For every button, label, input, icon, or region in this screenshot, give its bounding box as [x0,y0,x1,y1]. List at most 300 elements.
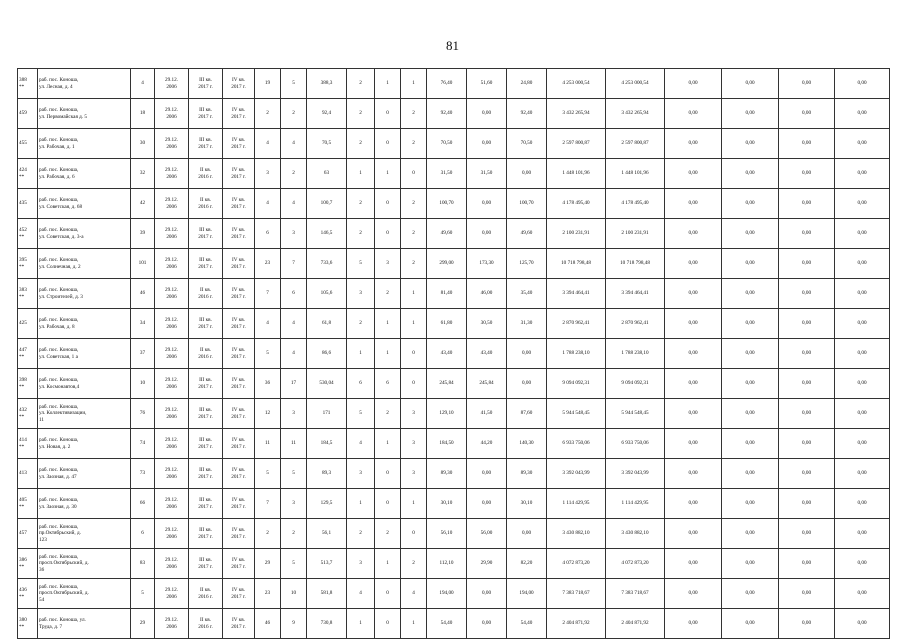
cell-cost-local: 0,00 [779,549,835,579]
cell-area-relocated: 194,00 [427,579,467,609]
cell-flats-municipal: 2 [401,219,427,249]
cell-residents-count: 3 [255,159,281,189]
cell-address: раб. пос. Коноша, ул. Труда, д. 7 [38,609,131,639]
cell-flats-total: 2 [347,69,375,99]
cell-date-recognized: 29.12. 2006 [155,129,189,159]
cell-owners-count: 10 [281,579,307,609]
cell-cost-local: 0,00 [779,609,835,639]
cell-cost-fund: 9 094 092,31 [606,369,665,399]
cell-cost-other: 0,00 [835,219,890,249]
cell-address: раб. пос. Коноша, ул. Новая, д. 2 [38,429,131,459]
cell-owners-count: 7 [281,249,307,279]
cell-house-number: 46 [131,279,155,309]
cell-cost-other: 0,00 [835,339,890,369]
cell-cost-fund-extra: 0,00 [665,189,722,219]
cell-flats-total: 2 [347,99,375,129]
cell-owners-count: 5 [281,69,307,99]
cell-owners-count: 3 [281,219,307,249]
cell-area-total: 146,5 [307,219,347,249]
cell-owners-count: 11 [281,429,307,459]
table-row [18,399,890,429]
cell-area-private: 173,30 [467,249,507,279]
cell-cost-other: 0,00 [835,549,890,579]
cell-residents-count: 4 [255,309,281,339]
cell-residents-count: 2 [255,519,281,549]
cell-planned-start: III кв. 2017 г. [189,369,223,399]
cell-object-id: 459 [18,99,38,129]
cell-cost-total: 2 404 871,92 [547,609,606,639]
cell-area-total: 730,8 [307,609,347,639]
cell-area-municipal: 0,00 [507,369,547,399]
cell-planned-start: III кв. 2017 г. [189,549,223,579]
cell-flats-total: 3 [347,549,375,579]
cell-owners-count: 2 [281,99,307,129]
cell-date-recognized: 29.12. 2006 [155,579,189,609]
cell-cost-other: 0,00 [835,309,890,339]
cell-area-total: 184,5 [307,429,347,459]
cell-cost-local: 0,00 [779,219,835,249]
cell-area-relocated: 129,10 [427,399,467,429]
cell-cost-region: 0,00 [722,399,779,429]
cell-date-recognized: 29.12. 2006 [155,459,189,489]
cell-house-number: 66 [131,489,155,519]
cell-flats-private: 0 [375,189,401,219]
cell-area-private: 0,00 [467,579,507,609]
cell-address: раб. пос. Коноша, ул. Советская, д. 3-а [38,219,131,249]
cell-cost-other: 0,00 [835,459,890,489]
cell-flats-total: 3 [347,459,375,489]
cell-owners-count: 9 [281,609,307,639]
cell-area-total: 388,3 [307,69,347,99]
cell-area-municipal: 0,00 [507,159,547,189]
cell-cost-total: 5 944 548,45 [547,399,606,429]
cell-area-municipal: 0,00 [507,519,547,549]
cell-cost-local: 0,00 [779,579,835,609]
cell-cost-total: 2 597 800,87 [547,129,606,159]
cell-area-relocated: 76,40 [427,69,467,99]
cell-planned-end: IV кв. 2017 г. [223,219,255,249]
cell-planned-end: IV кв. 2017 г. [223,279,255,309]
cell-cost-region: 0,00 [722,609,779,639]
cell-house-number: 39 [131,219,155,249]
cell-object-id: 383 ** [18,279,38,309]
cell-house-number: 73 [131,459,155,489]
cell-planned-end: IV кв. 2017 г. [223,519,255,549]
cell-date-recognized: 29.12. 2006 [155,609,189,639]
cell-area-private: 0,00 [467,99,507,129]
cell-area-municipal: 49,60 [507,219,547,249]
cell-cost-region: 0,00 [722,519,779,549]
cell-flats-private: 2 [375,519,401,549]
cell-flats-municipal: 1 [401,279,427,309]
cell-flats-private: 0 [375,609,401,639]
cell-cost-fund: 10 718 798,48 [606,249,665,279]
table-row [18,129,890,159]
cell-object-id: 447 ** [18,339,38,369]
cell-planned-start: III кв. 2017 г. [189,249,223,279]
cell-flats-total: 1 [347,159,375,189]
cell-cost-other: 0,00 [835,129,890,159]
cell-date-recognized: 29.12. 2006 [155,549,189,579]
cell-area-municipal: 100,70 [507,189,547,219]
cell-area-total: 129,5 [307,489,347,519]
cell-date-recognized: 29.12. 2006 [155,309,189,339]
cell-area-total: 92,4 [307,99,347,129]
cell-address: раб. пос. Коноша, ул. Рабочая, д. 6 [38,159,131,189]
cell-cost-fund: 7 383 718,67 [606,579,665,609]
cell-cost-fund-extra: 0,00 [665,459,722,489]
cell-flats-private: 1 [375,549,401,579]
cell-cost-total: 4 178 495,40 [547,189,606,219]
table-row [18,189,890,219]
cell-owners-count: 6 [281,279,307,309]
cell-address: раб. пос. Коноша, ул. Солнечная, д. 2 [38,249,131,279]
cell-flats-municipal: 1 [401,489,427,519]
cell-cost-other: 0,00 [835,279,890,309]
cell-planned-start: III кв. 2017 г. [189,69,223,99]
cell-cost-local: 0,00 [779,129,835,159]
cell-flats-municipal: 3 [401,429,427,459]
cell-object-id: 395 ** [18,249,38,279]
table-row [18,279,890,309]
cell-object-id: 386 ** [18,549,38,579]
table-row [18,309,890,339]
cell-flats-municipal: 2 [401,129,427,159]
cell-flats-municipal: 0 [401,369,427,399]
cell-cost-other: 0,00 [835,489,890,519]
cell-cost-local: 0,00 [779,369,835,399]
cell-cost-region: 0,00 [722,489,779,519]
cell-cost-fund-extra: 0,00 [665,159,722,189]
cell-area-relocated: 112,10 [427,549,467,579]
cell-cost-total: 9 094 092,31 [547,369,606,399]
cell-address: раб. пос. Коноша, ул. Советская, д. 68 [38,189,131,219]
cell-area-total: 530,04 [307,369,347,399]
cell-area-total: 63 [307,159,347,189]
page-number: 81 [446,38,459,53]
cell-area-municipal: 140,30 [507,429,547,459]
cell-owners-count: 4 [281,129,307,159]
cell-date-recognized: 29.12. 2006 [155,519,189,549]
cell-area-relocated: 89,30 [427,459,467,489]
cell-owners-count: 2 [281,519,307,549]
cell-cost-region: 0,00 [722,249,779,279]
cell-area-private: 44,20 [467,429,507,459]
cell-cost-region: 0,00 [722,189,779,219]
cell-area-total: 581,8 [307,579,347,609]
cell-area-private: 29,90 [467,549,507,579]
cell-flats-private: 0 [375,219,401,249]
cell-flats-private: 2 [375,399,401,429]
cell-cost-other: 0,00 [835,249,890,279]
cell-date-recognized: 29.12. 2006 [155,159,189,189]
cell-cost-local: 0,00 [779,279,835,309]
cell-address: раб. пос. Коноша, ул. Лесная, д. 4 [38,69,131,99]
cell-owners-count: 5 [281,459,307,489]
cell-cost-total: 2 100 231,91 [547,219,606,249]
cell-address: раб. пос. Коноша, просп.Октябрьский, д. 54 [38,579,131,609]
cell-cost-total: 3 394 464,41 [547,279,606,309]
cell-house-number: 18 [131,99,155,129]
cell-flats-private: 1 [375,69,401,99]
cell-flats-private: 0 [375,459,401,489]
cell-area-relocated: 30,10 [427,489,467,519]
cell-flats-municipal: 3 [401,399,427,429]
cell-cost-total: 3 430 882,10 [547,519,606,549]
cell-planned-start: III кв. 2017 г. [189,429,223,459]
cell-cost-local: 0,00 [779,489,835,519]
cell-address: раб. пос. Коноша, ул. Заозная, д. 47 [38,459,131,489]
cell-planned-start: II кв. 2016 г. [189,159,223,189]
table-row [18,609,890,639]
cell-object-id: 455 [18,129,38,159]
cell-planned-start: III кв. 2017 г. [189,519,223,549]
cell-cost-fund-extra: 0,00 [665,309,722,339]
cell-area-private: 0,00 [467,219,507,249]
cell-house-number: 4 [131,69,155,99]
cell-cost-total: 1 114 429,95 [547,489,606,519]
cell-planned-end: IV кв. 2017 г. [223,339,255,369]
cell-cost-fund-extra: 0,00 [665,609,722,639]
cell-planned-start: II кв. 2016 г. [189,609,223,639]
table-row [18,339,890,369]
cell-flats-municipal: 3 [401,459,427,489]
cell-flats-private: 2 [375,279,401,309]
cell-object-id: 435 [18,189,38,219]
cell-cost-fund-extra: 0,00 [665,129,722,159]
cell-cost-region: 0,00 [722,129,779,159]
cell-planned-end: IV кв. 2017 г. [223,159,255,189]
cell-cost-region: 0,00 [722,339,779,369]
cell-date-recognized: 29.12. 2006 [155,69,189,99]
cell-cost-fund-extra: 0,00 [665,279,722,309]
cell-planned-end: IV кв. 2017 г. [223,129,255,159]
cell-cost-local: 0,00 [779,249,835,279]
cell-planned-start: II кв. 2016 г. [189,279,223,309]
cell-planned-start: III кв. 2017 г. [189,459,223,489]
cell-object-id: 380 ** [18,609,38,639]
cell-area-total: 105,6 [307,279,347,309]
cell-area-total: 70,5 [307,129,347,159]
cell-area-total: 513,7 [307,549,347,579]
cell-cost-fund: 1 114 429,95 [606,489,665,519]
cell-planned-start: II кв. 2016 г. [189,189,223,219]
cell-cost-other: 0,00 [835,189,890,219]
cell-area-relocated: 49,60 [427,219,467,249]
cell-cost-other: 0,00 [835,369,890,399]
cell-area-private: 0,00 [467,489,507,519]
cell-house-number: 83 [131,549,155,579]
cell-cost-total: 7 383 718,67 [547,579,606,609]
cell-flats-private: 1 [375,159,401,189]
housing-registry-table [17,68,890,639]
cell-area-municipal: 70,50 [507,129,547,159]
cell-planned-end: IV кв. 2017 г. [223,369,255,399]
cell-cost-fund: 2 404 871,92 [606,609,665,639]
cell-cost-fund: 6 933 750,06 [606,429,665,459]
cell-area-relocated: 92,40 [427,99,467,129]
cell-cost-fund-extra: 0,00 [665,579,722,609]
cell-planned-start: III кв. 2017 г. [189,99,223,129]
cell-residents-count: 36 [255,369,281,399]
cell-cost-region: 0,00 [722,429,779,459]
cell-cost-fund: 3 430 882,10 [606,519,665,549]
table-row [18,369,890,399]
cell-house-number: 37 [131,339,155,369]
cell-flats-private: 1 [375,309,401,339]
cell-area-municipal: 82,20 [507,549,547,579]
cell-area-municipal: 24,80 [507,69,547,99]
cell-address: раб. пос. Коноша, ул. Первомайская д. 5 [38,99,131,129]
cell-area-relocated: 299,00 [427,249,467,279]
cell-cost-fund: 3 394 464,41 [606,279,665,309]
cell-object-id: 424 ** [18,159,38,189]
cell-area-total: 86,6 [307,339,347,369]
cell-planned-start: II кв. 2016 г. [189,339,223,369]
cell-area-municipal: 194,00 [507,579,547,609]
cell-residents-count: 5 [255,459,281,489]
cell-planned-end: IV кв. 2017 г. [223,429,255,459]
cell-flats-total: 6 [347,369,375,399]
cell-cost-local: 0,00 [779,159,835,189]
cell-cost-region: 0,00 [722,579,779,609]
cell-house-number: 32 [131,159,155,189]
cell-flats-total: 2 [347,519,375,549]
cell-flats-total: 2 [347,219,375,249]
cell-cost-fund-extra: 0,00 [665,219,722,249]
table-row [18,579,890,609]
cell-area-relocated: 43,40 [427,339,467,369]
cell-house-number: 6 [131,519,155,549]
cell-area-private: 56,00 [467,519,507,549]
cell-owners-count: 4 [281,339,307,369]
cell-cost-region: 0,00 [722,309,779,339]
cell-cost-region: 0,00 [722,69,779,99]
table-row [18,69,890,99]
cell-planned-end: IV кв. 2017 г. [223,399,255,429]
cell-planned-end: IV кв. 2017 г. [223,249,255,279]
cell-address: раб. пос. Коноша, ул. Рабочая, д. 1 [38,129,131,159]
cell-cost-other: 0,00 [835,609,890,639]
cell-area-private: 30,50 [467,309,507,339]
cell-flats-private: 1 [375,339,401,369]
cell-house-number: 101 [131,249,155,279]
cell-area-relocated: 245,84 [427,369,467,399]
cell-address: раб. пос. Коноша, ул. Строителей, д. 3 [38,279,131,309]
cell-flats-municipal: 2 [401,99,427,129]
cell-cost-local: 0,00 [779,69,835,99]
cell-residents-count: 29 [255,549,281,579]
table-row [18,99,890,129]
cell-area-total: 171 [307,399,347,429]
cell-planned-end: IV кв. 2017 г. [223,609,255,639]
cell-cost-fund: 1 448 101,96 [606,159,665,189]
cell-cost-local: 0,00 [779,99,835,129]
cell-object-id: 388 ** [18,69,38,99]
table-row [18,159,890,189]
cell-cost-other: 0,00 [835,399,890,429]
cell-date-recognized: 29.12. 2006 [155,489,189,519]
cell-cost-fund: 4 253 000,54 [606,69,665,99]
cell-house-number: 29 [131,609,155,639]
cell-flats-total: 4 [347,579,375,609]
cell-residents-count: 7 [255,489,281,519]
cell-date-recognized: 29.12. 2006 [155,399,189,429]
cell-object-id: 414 ** [18,429,38,459]
cell-house-number: 76 [131,399,155,429]
cell-flats-total: 2 [347,309,375,339]
cell-date-recognized: 29.12. 2006 [155,429,189,459]
cell-cost-total: 4 253 000,54 [547,69,606,99]
cell-flats-municipal: 0 [401,519,427,549]
cell-area-total: 56,1 [307,519,347,549]
cell-cost-local: 0,00 [779,189,835,219]
cell-cost-region: 0,00 [722,99,779,129]
cell-house-number: 10 [131,369,155,399]
cell-cost-local: 0,00 [779,429,835,459]
cell-date-recognized: 29.12. 2006 [155,189,189,219]
cell-area-private: 43,40 [467,339,507,369]
cell-object-id: 432 ** [18,399,38,429]
cell-address: раб. пос. Коноша, ул. Коллективизации, 11 [38,399,131,429]
cell-area-municipal: 54,40 [507,609,547,639]
cell-owners-count: 17 [281,369,307,399]
cell-area-private: 51,60 [467,69,507,99]
cell-object-id: 413 [18,459,38,489]
cell-residents-count: 4 [255,189,281,219]
cell-date-recognized: 29.12. 2006 [155,99,189,129]
cell-cost-fund: 1 788 238,10 [606,339,665,369]
cell-cost-local: 0,00 [779,399,835,429]
cell-residents-count: 4 [255,129,281,159]
cell-date-recognized: 29.12. 2006 [155,339,189,369]
cell-flats-municipal: 1 [401,609,427,639]
cell-house-number: 30 [131,129,155,159]
cell-cost-region: 0,00 [722,549,779,579]
cell-object-id: 405 ** [18,489,38,519]
cell-cost-fund: 2 597 800,87 [606,129,665,159]
cell-planned-end: IV кв. 2017 г. [223,309,255,339]
cell-cost-other: 0,00 [835,519,890,549]
cell-flats-municipal: 0 [401,339,427,369]
cell-planned-start: II кв. 2016 г. [189,579,223,609]
cell-cost-fund-extra: 0,00 [665,549,722,579]
cell-area-private: 0,00 [467,609,507,639]
cell-residents-count: 6 [255,219,281,249]
cell-area-private: 46,00 [467,279,507,309]
cell-planned-start: III кв. 2017 г. [189,399,223,429]
cell-planned-end: IV кв. 2017 г. [223,489,255,519]
cell-cost-total: 4 072 873,20 [547,549,606,579]
cell-planned-start: III кв. 2017 г. [189,219,223,249]
cell-date-recognized: 29.12. 2006 [155,369,189,399]
table-row [18,459,890,489]
cell-date-recognized: 29.12. 2006 [155,279,189,309]
cell-flats-total: 1 [347,489,375,519]
cell-planned-end: IV кв. 2017 г. [223,579,255,609]
cell-area-relocated: 81,40 [427,279,467,309]
cell-address: раб. пос. Коноша, ул. Советская, 1 а [38,339,131,369]
cell-owners-count: 4 [281,189,307,219]
cell-cost-region: 0,00 [722,369,779,399]
table-row [18,429,890,459]
cell-cost-fund: 2 100 231,91 [606,219,665,249]
cell-object-id: 398 ** [18,369,38,399]
cell-owners-count: 3 [281,489,307,519]
cell-cost-fund-extra: 0,00 [665,489,722,519]
cell-owners-count: 3 [281,399,307,429]
cell-owners-count: 2 [281,159,307,189]
